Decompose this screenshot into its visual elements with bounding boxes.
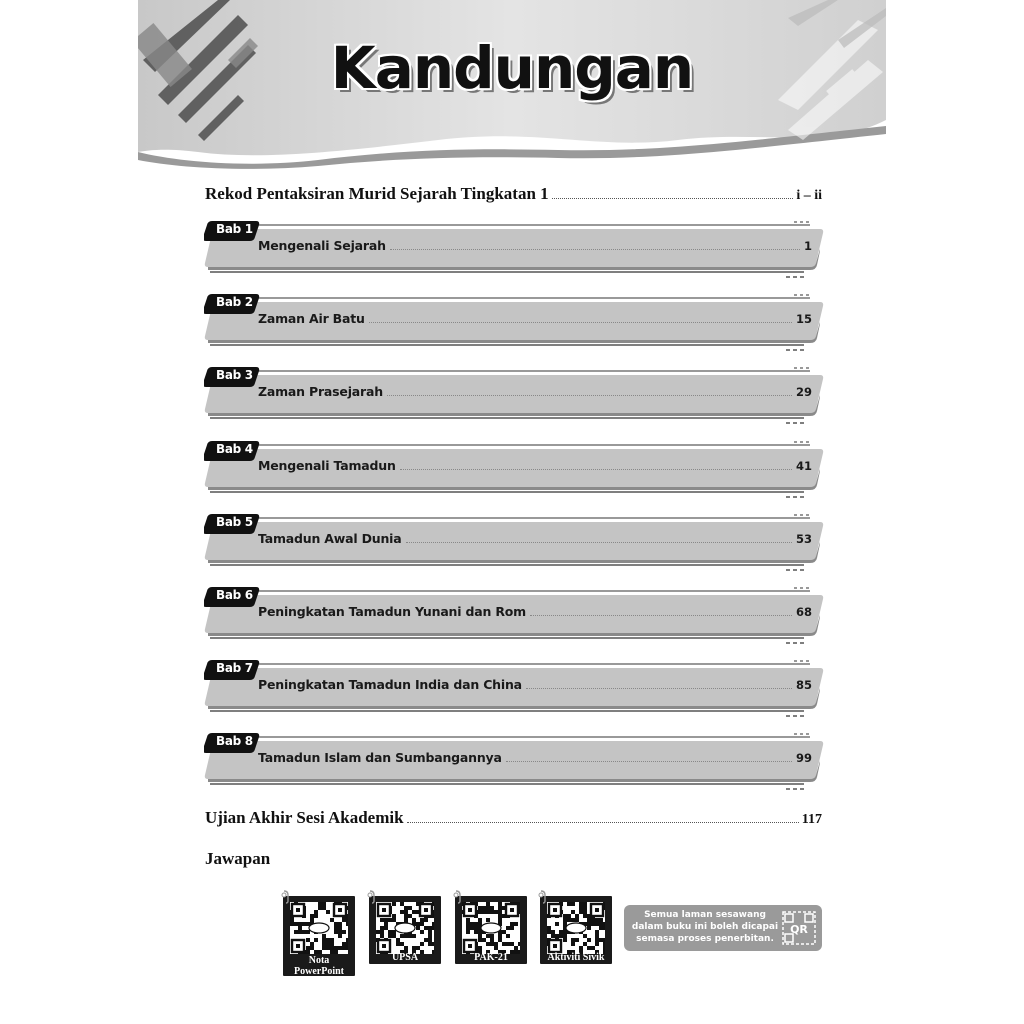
qr-code-icon (547, 902, 605, 954)
qr-card[interactable] (369, 896, 441, 964)
chapter-row (258, 604, 812, 619)
note-line-3: semasa proses penerbitan. (636, 934, 774, 944)
toc-entry-label: Rekod Pentaksiran Murid Sejarah Tingkatan 1 (205, 184, 549, 203)
chapter-page: 1 (803, 239, 812, 253)
chapter-row (258, 531, 812, 546)
paper-clip-icon (536, 890, 546, 904)
qr-card-label: UPSA (391, 952, 419, 963)
paper-clip-icon (451, 890, 461, 904)
chapter-page: 15 (795, 312, 812, 327)
chapter-tag: Bab 5 (216, 514, 253, 529)
chapter-title: Tamadun Islam dan Sumbangannya (258, 750, 502, 766)
chapter-tag: Bab 1 (216, 222, 253, 236)
page-title: Kandungan (330, 34, 694, 102)
leader-dots (526, 688, 792, 689)
chapter-entry[interactable] (204, 367, 824, 427)
qr-code-icon (376, 902, 434, 954)
qr-code-icon (462, 902, 520, 954)
toc-entry-label: Ujian Akhir Sesi Akademik (205, 808, 404, 827)
chapter-row (258, 384, 812, 399)
chapter-title: Peningkatan Tamadun Yunani dan Rom (258, 604, 526, 619)
chapter-entry[interactable] (204, 733, 824, 793)
chapter-title: Zaman Prasejarah (258, 384, 383, 400)
chapter-row (258, 458, 812, 473)
toc-entry-page: i – ii (796, 188, 822, 203)
chapter-title: Tamadun Awal Dunia (258, 530, 402, 546)
chapter-entry[interactable] (204, 221, 824, 281)
chapter-row (258, 750, 812, 765)
chapter-page: 53 (795, 531, 812, 546)
chapter-row (258, 238, 812, 253)
qr-card[interactable] (283, 896, 355, 976)
leader-dots (552, 198, 794, 199)
leader-dots (390, 249, 800, 250)
chapter-title: Mengenali Sejarah (258, 238, 386, 253)
leader-dots (407, 822, 799, 823)
toc-entry-page: 117 (801, 812, 822, 827)
note-line-2: dalam buku ini boleh dicapai (631, 922, 779, 932)
chapter-title: Peningkatan Tamadun India dan China (258, 677, 522, 693)
qr-card-label: Nota (308, 955, 330, 966)
chapter-entry[interactable] (204, 660, 824, 720)
paper-clip-icon (279, 890, 289, 904)
chapter-tag: Bab 4 (216, 441, 253, 456)
qr-card-label: Aktiviti Sivik (547, 952, 605, 963)
toc-entry-rekod[interactable] (205, 184, 822, 204)
qr-card[interactable] (455, 896, 527, 964)
chapter-title: Mengenali Tamadun (258, 457, 396, 473)
qr-card-label-2: PowerPoint (294, 966, 344, 977)
chapter-tag: Bab 7 (216, 661, 253, 676)
toc-entry-label: Jawapan (205, 849, 271, 868)
note-text (630, 909, 780, 945)
chapter-entry[interactable] (204, 294, 824, 354)
chapter-row (258, 677, 812, 692)
qr-code-icon (290, 902, 348, 954)
chapter-tag: Bab 2 (216, 295, 253, 310)
chapter-entry[interactable] (204, 514, 824, 574)
leader-dots (387, 395, 792, 396)
chapter-page: 99 (795, 751, 812, 766)
note-line-1: Semua laman sesawang (644, 910, 766, 920)
chapter-entry[interactable] (204, 441, 824, 501)
web-access-note (624, 905, 822, 951)
qr-logo-label: QR (790, 923, 808, 936)
chapter-page: 68 (795, 605, 812, 619)
qr-logo-icon (782, 911, 816, 945)
leader-dots (530, 615, 792, 616)
leader-dots (369, 322, 792, 323)
qr-card[interactable] (540, 896, 612, 964)
chapter-page: 41 (795, 458, 812, 473)
leader-dots (406, 542, 792, 543)
qr-card-label: PAK-21 (474, 952, 508, 963)
chapter-tag: Bab 6 (216, 588, 253, 602)
toc-entry-ujian[interactable] (205, 808, 822, 828)
chapter-page: 85 (795, 678, 812, 693)
toc-entry-jawapan[interactable] (205, 849, 822, 869)
page-header (138, 0, 886, 170)
chapter-tag: Bab 8 (216, 734, 253, 749)
chapter-page: 29 (795, 385, 812, 400)
chapter-entry[interactable] (204, 587, 824, 647)
paper-clip-icon (365, 890, 375, 904)
chapter-row (258, 311, 812, 326)
chapter-title: Zaman Air Batu (258, 311, 365, 327)
leader-dots (506, 761, 792, 762)
leader-dots (400, 469, 792, 470)
chapter-tag: Bab 3 (216, 368, 253, 383)
